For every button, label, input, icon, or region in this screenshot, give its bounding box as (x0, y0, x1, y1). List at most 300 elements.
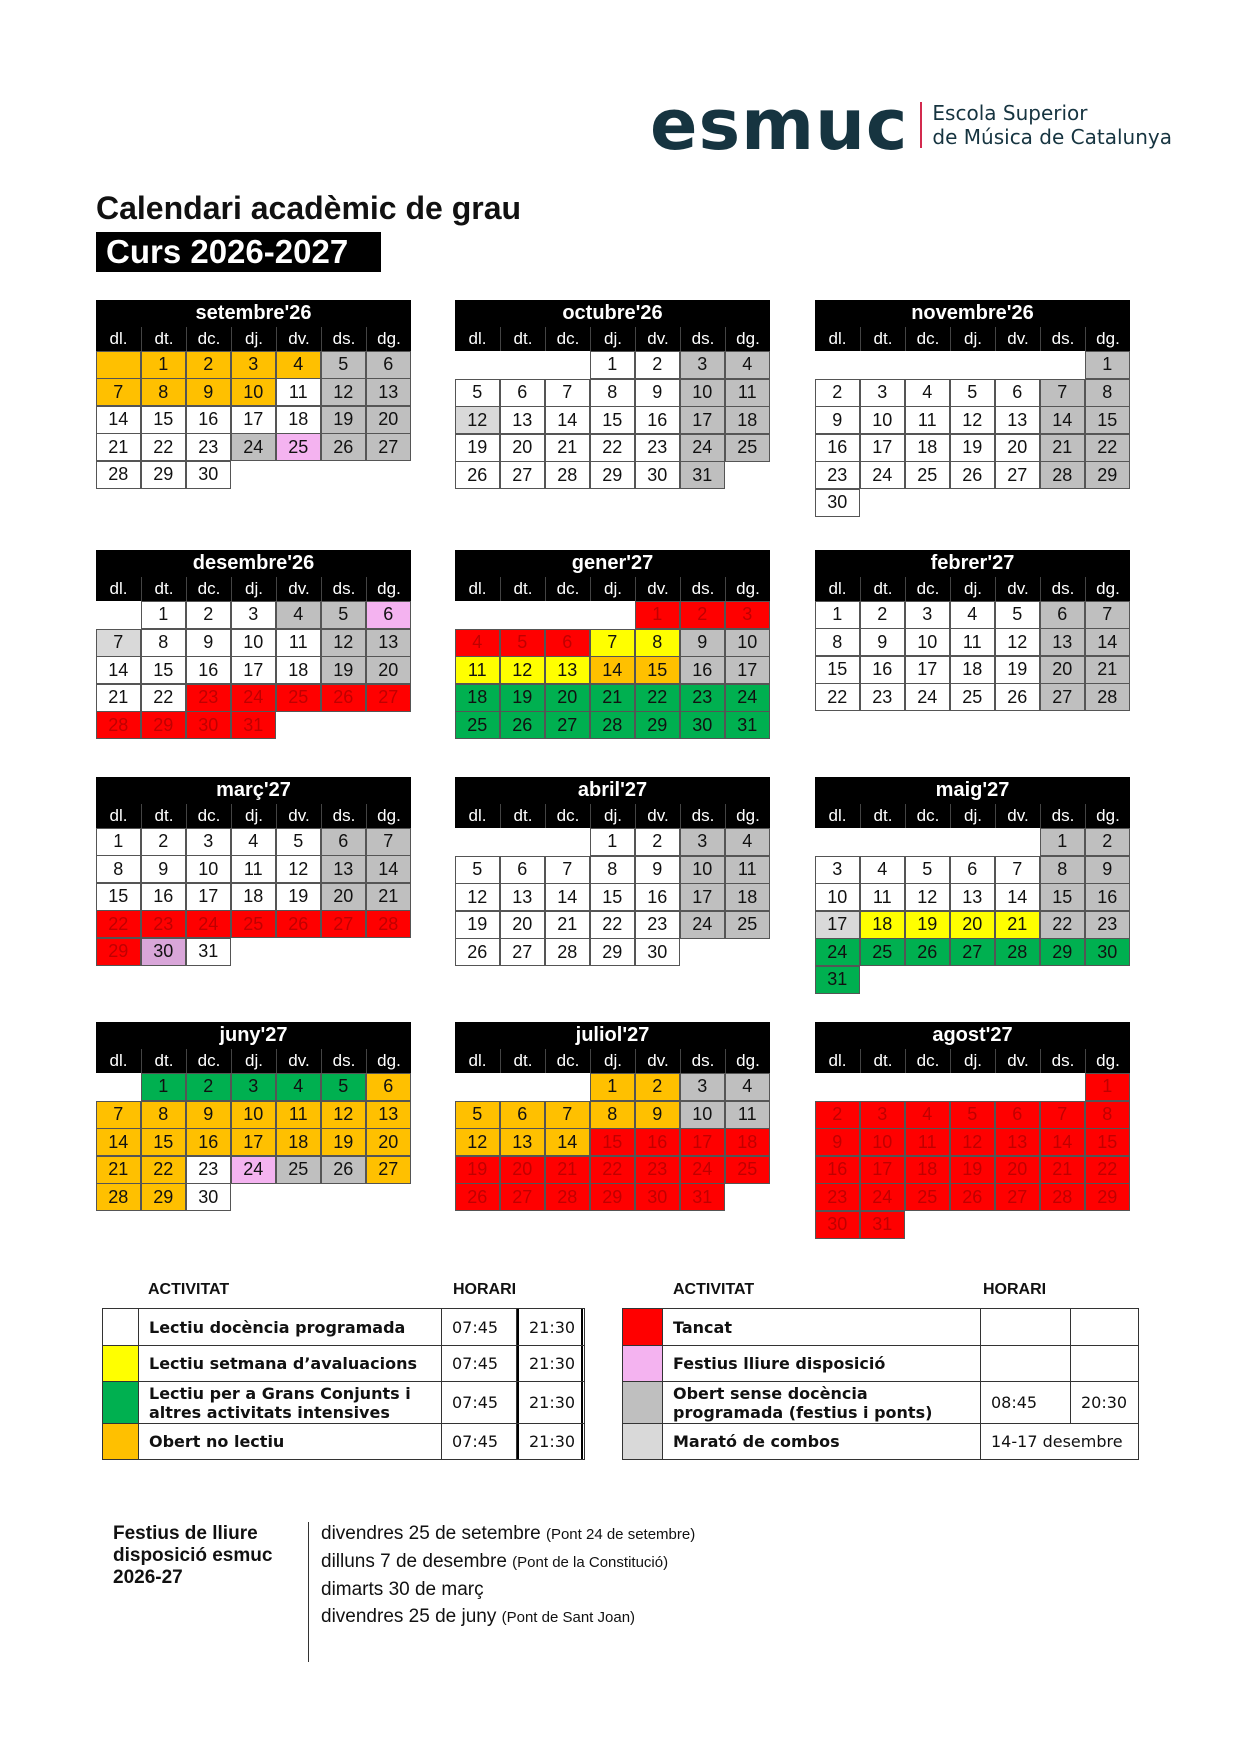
day-cell: 24 (231, 684, 277, 712)
weekday-label: dj. (231, 327, 276, 351)
legend-time-from: 07:45 (442, 1346, 517, 1381)
month-day-grid (96, 1073, 411, 1211)
day-cell: 30 (635, 938, 681, 966)
day-cell: 6 (500, 1101, 546, 1129)
day-cell: 30 (186, 461, 232, 489)
day-cell: 22 (590, 1156, 636, 1184)
weekday-label: dj. (950, 327, 995, 351)
day-cell: 6 (500, 379, 546, 407)
festius-label: Festius de lliure disposició esmuc 2026-27 (113, 1523, 273, 1588)
weekday-label: dj. (590, 577, 635, 601)
day-cell: 31 (860, 1211, 906, 1239)
day-cell: 23 (860, 683, 906, 711)
day-cell: 24 (186, 910, 232, 938)
day-cell: 26 (905, 938, 951, 966)
day-cell: 25 (276, 1156, 322, 1184)
weekday-label: dg. (725, 327, 770, 351)
day-cell: 7 (96, 629, 142, 657)
festiu-item (321, 1548, 695, 1576)
legend-time-from: 07:45 (442, 1309, 517, 1345)
day-cell: 26 (455, 1183, 501, 1211)
day-cell: 25 (950, 683, 996, 711)
empty-day-cell (1040, 1073, 1085, 1101)
day-cell: 5 (276, 828, 322, 856)
day-cell: 24 (860, 461, 906, 489)
legend-activity-label: Festius lliure disposició (663, 1346, 981, 1381)
day-cell: 1 (141, 601, 187, 629)
weekday-header-row (455, 1049, 770, 1073)
weekday-label: dg. (366, 804, 411, 828)
day-cell: 21 (96, 684, 142, 712)
day-cell: 11 (276, 378, 322, 406)
day-cell: 2 (1085, 828, 1131, 856)
day-cell: 18 (725, 883, 771, 911)
weekday-label: dl. (109, 579, 128, 598)
day-cell: 3 (680, 351, 726, 379)
month-title: abril'27 (455, 777, 770, 804)
day-cell: 12 (950, 1128, 996, 1156)
legend-right-table (622, 1308, 1139, 1460)
day-cell: 23 (815, 461, 861, 489)
weekday-label: dv. (276, 327, 321, 351)
empty-day-cell (860, 828, 905, 856)
day-cell: 6 (950, 856, 996, 884)
day-cell: 25 (725, 434, 771, 462)
day-cell: 1 (141, 351, 187, 379)
day-cell: 21 (366, 883, 412, 911)
weekday-label: dg. (1085, 577, 1130, 601)
day-cell: 14 (545, 883, 591, 911)
day-cell: 22 (1085, 434, 1131, 462)
day-cell: 29 (141, 461, 187, 489)
day-cell: 27 (366, 433, 412, 461)
day-cell: 22 (141, 1156, 187, 1184)
empty-day-cell (455, 601, 500, 629)
day-cell: 27 (500, 938, 546, 966)
day-cell: 14 (96, 656, 142, 684)
weekday-label: ds. (321, 577, 366, 601)
month-day-grid (815, 1073, 1130, 1239)
day-cell: 1 (635, 601, 681, 629)
day-cell: 14 (366, 855, 412, 883)
day-cell: 2 (815, 1101, 861, 1129)
legend-right-horari-header: HORARI (983, 1281, 1047, 1298)
day-cell: 13 (366, 1101, 412, 1129)
weekday-label: dc. (545, 577, 590, 601)
day-cell: 28 (1040, 1183, 1086, 1211)
day-cell: 10 (680, 379, 726, 407)
weekday-header-row (455, 327, 770, 351)
day-cell: 1 (1085, 351, 1131, 379)
day-cell: 2 (186, 601, 232, 629)
empty-day-cell (995, 1073, 1040, 1101)
month-day-grid (815, 828, 1130, 994)
weekday-label: dt. (141, 804, 186, 828)
month-day-grid (455, 828, 770, 966)
month-calendar (815, 777, 1130, 994)
day-cell: 28 (545, 1183, 591, 1211)
day-cell: 13 (995, 406, 1041, 434)
day-cell: 2 (186, 1073, 232, 1101)
empty-day-cell (96, 351, 142, 379)
day-cell: 26 (500, 711, 546, 739)
festius-list (321, 1520, 695, 1631)
weekday-header-row (96, 577, 411, 601)
day-cell: 28 (96, 461, 142, 489)
day-cell: 21 (545, 911, 591, 939)
day-cell: 8 (590, 1101, 636, 1129)
month-day-grid (96, 828, 411, 966)
weekday-label: dt. (860, 1049, 905, 1073)
weekday-label: ds. (680, 804, 725, 828)
day-cell: 5 (905, 856, 951, 884)
day-cell: 2 (635, 828, 681, 856)
day-cell: 1 (590, 1073, 636, 1101)
day-cell: 27 (366, 684, 412, 712)
day-cell: 4 (725, 828, 771, 856)
day-cell: 9 (815, 1128, 861, 1156)
day-cell: 27 (995, 461, 1041, 489)
legend-activity-label: Lectiu setmana d’avaluacions (139, 1346, 442, 1381)
day-cell: 19 (276, 883, 322, 911)
logo-divider (920, 102, 922, 148)
legend-time-to: 21:30 (517, 1346, 583, 1381)
day-cell: 3 (860, 1101, 906, 1129)
weekday-label: dj. (950, 804, 995, 828)
day-cell: 14 (590, 656, 636, 684)
logo-subtitle (932, 101, 1172, 149)
festiu-date: divendres 25 de setembre (321, 1523, 541, 1544)
day-cell: 5 (455, 1101, 501, 1129)
month-day-grid (455, 351, 770, 489)
weekday-label: dl. (828, 579, 847, 598)
weekday-label: dc. (905, 804, 950, 828)
weekday-label: ds. (1040, 327, 1085, 351)
weekday-label: dt. (141, 327, 186, 351)
day-cell: 10 (725, 629, 771, 657)
weekday-label: ds. (1040, 804, 1085, 828)
esmuc-logo (650, 84, 1172, 166)
day-cell: 9 (1085, 856, 1131, 884)
day-cell: 8 (141, 1101, 187, 1129)
day-cell: 12 (321, 378, 367, 406)
day-cell: 14 (96, 1128, 142, 1156)
day-cell: 17 (231, 406, 277, 434)
weekday-label: dc. (186, 804, 231, 828)
day-cell: 3 (186, 828, 232, 856)
day-cell: 9 (635, 856, 681, 884)
legend-time-from: 07:45 (442, 1424, 517, 1459)
day-cell: 15 (96, 883, 142, 911)
day-cell: 17 (860, 1156, 906, 1184)
day-cell: 19 (321, 406, 367, 434)
day-cell: 12 (455, 1128, 501, 1156)
day-cell: 17 (231, 656, 277, 684)
weekday-label: dl. (109, 806, 128, 825)
day-cell: 23 (1085, 911, 1131, 939)
day-cell: 16 (635, 1128, 681, 1156)
day-cell: 20 (500, 1156, 546, 1184)
day-cell: 24 (680, 434, 726, 462)
day-cell: 19 (500, 684, 546, 712)
day-cell: 16 (186, 406, 232, 434)
day-cell: 4 (950, 601, 996, 629)
day-cell: 17 (860, 434, 906, 462)
legend-swatch (103, 1382, 139, 1423)
legend-row (103, 1309, 584, 1345)
day-cell: 3 (231, 1073, 277, 1101)
day-cell: 21 (1040, 434, 1086, 462)
month-title: setembre'26 (96, 300, 411, 327)
day-cell: 11 (860, 883, 906, 911)
day-cell: 16 (635, 406, 681, 434)
day-cell: 21 (545, 434, 591, 462)
day-cell: 28 (366, 910, 412, 938)
day-cell: 30 (186, 1183, 232, 1211)
day-cell: 11 (455, 656, 501, 684)
day-cell: 26 (321, 1156, 367, 1184)
festiu-item (321, 1603, 695, 1631)
month-title: maig'27 (815, 777, 1130, 804)
legend-time-to (1071, 1309, 1137, 1345)
weekday-header-row (96, 1049, 411, 1073)
day-cell: 10 (231, 629, 277, 657)
weekday-label: dv. (635, 327, 680, 351)
day-cell: 20 (545, 684, 591, 712)
day-cell: 15 (141, 1128, 187, 1156)
day-cell: 14 (1085, 628, 1131, 656)
day-cell: 25 (905, 461, 951, 489)
legend-time-to: 21:30 (517, 1309, 583, 1345)
day-cell: 29 (1085, 1183, 1131, 1211)
day-cell: 6 (366, 1073, 412, 1101)
month-title: juny'27 (96, 1022, 411, 1049)
day-cell: 10 (231, 378, 277, 406)
empty-day-cell (500, 1073, 545, 1101)
weekday-label: dg. (725, 1049, 770, 1073)
day-cell: 24 (725, 684, 771, 712)
day-cell: 8 (635, 629, 681, 657)
empty-day-cell (500, 351, 545, 379)
day-cell: 31 (231, 711, 277, 739)
day-cell: 17 (231, 1128, 277, 1156)
day-cell: 30 (815, 489, 861, 517)
day-cell: 11 (905, 1128, 951, 1156)
day-cell: 18 (455, 684, 501, 712)
weekday-label: dl. (468, 329, 487, 348)
day-cell: 13 (995, 1128, 1041, 1156)
weekday-label: ds. (321, 327, 366, 351)
weekday-header-row (455, 804, 770, 828)
day-cell: 13 (500, 883, 546, 911)
day-cell: 11 (905, 406, 951, 434)
day-cell: 5 (500, 629, 546, 657)
day-cell: 13 (500, 1128, 546, 1156)
legend-time-from (981, 1309, 1071, 1345)
day-cell: 14 (545, 406, 591, 434)
weekday-header-row (96, 804, 411, 828)
empty-day-cell (590, 601, 635, 629)
day-cell: 16 (141, 883, 187, 911)
weekday-label: dv. (276, 804, 321, 828)
weekday-header-row (815, 1049, 1130, 1073)
day-cell: 9 (635, 379, 681, 407)
day-cell: 15 (1085, 406, 1131, 434)
month-calendar (455, 1022, 770, 1211)
day-cell: 26 (950, 461, 996, 489)
month-title: març'27 (96, 777, 411, 804)
day-cell: 6 (1040, 601, 1086, 629)
day-cell: 27 (321, 910, 367, 938)
empty-day-cell (455, 1073, 500, 1101)
day-cell: 3 (231, 351, 277, 379)
day-cell: 7 (96, 378, 142, 406)
weekday-label: dt. (500, 1049, 545, 1073)
day-cell: 17 (905, 656, 951, 684)
day-cell: 5 (321, 351, 367, 379)
weekday-label: dc. (545, 327, 590, 351)
day-cell: 20 (366, 1128, 412, 1156)
day-cell: 10 (680, 1101, 726, 1129)
day-cell: 31 (680, 461, 726, 489)
day-cell: 1 (590, 828, 636, 856)
day-cell: 17 (815, 911, 861, 939)
day-cell: 23 (186, 433, 232, 461)
day-cell: 9 (860, 628, 906, 656)
day-cell: 31 (815, 966, 861, 994)
legend-time-from (981, 1346, 1071, 1381)
day-cell: 7 (995, 856, 1041, 884)
day-cell: 4 (905, 379, 951, 407)
empty-day-cell (500, 601, 545, 629)
page-subtitle: Curs 2026-2027 (96, 232, 381, 272)
empty-day-cell (905, 351, 950, 379)
legend-row (103, 1381, 584, 1423)
weekday-header-row (96, 327, 411, 351)
day-cell: 28 (1040, 461, 1086, 489)
legend-time-to: 20:30 (1081, 1393, 1128, 1412)
festiu-item (321, 1576, 695, 1603)
empty-day-cell (545, 601, 590, 629)
weekday-label: ds. (680, 577, 725, 601)
day-cell: 7 (590, 629, 636, 657)
empty-day-cell (545, 351, 590, 379)
day-cell: 7 (96, 1101, 142, 1129)
day-cell: 14 (1040, 406, 1086, 434)
day-cell: 14 (995, 883, 1041, 911)
month-title: agost'27 (815, 1022, 1130, 1049)
day-cell: 27 (545, 711, 591, 739)
day-cell: 20 (995, 1156, 1041, 1184)
legend-activity-label: Lectiu docència programada (139, 1309, 442, 1345)
month-calendar (455, 550, 770, 739)
weekday-label: dv. (995, 327, 1040, 351)
weekday-label: ds. (1040, 577, 1085, 601)
empty-day-cell (905, 828, 950, 856)
empty-day-cell (905, 1073, 950, 1101)
day-cell: 25 (455, 711, 501, 739)
day-cell: 21 (1085, 656, 1131, 684)
day-cell: 23 (815, 1183, 861, 1211)
weekday-label: dc. (186, 327, 231, 351)
day-cell: 27 (366, 1156, 412, 1184)
day-cell: 25 (231, 910, 277, 938)
day-cell: 22 (141, 684, 187, 712)
day-cell: 3 (680, 828, 726, 856)
legend-time-from: 14-17 desembre (991, 1432, 1123, 1451)
day-cell: 16 (186, 656, 232, 684)
day-cell: 7 (545, 1101, 591, 1129)
day-cell: 15 (590, 883, 636, 911)
day-cell: 7 (1040, 1101, 1086, 1129)
day-cell: 3 (860, 379, 906, 407)
day-cell: 9 (186, 629, 232, 657)
day-cell: 30 (635, 1183, 681, 1211)
day-cell: 1 (1040, 828, 1086, 856)
month-day-grid (455, 1073, 770, 1211)
day-cell: 1 (1085, 1073, 1131, 1101)
day-cell: 26 (455, 461, 501, 489)
day-cell: 18 (231, 883, 277, 911)
day-cell: 22 (1040, 911, 1086, 939)
day-cell: 8 (1085, 1101, 1131, 1129)
weekday-label: dt. (860, 327, 905, 351)
day-cell: 20 (1040, 656, 1086, 684)
empty-day-cell (1040, 351, 1085, 379)
day-cell: 4 (725, 1073, 771, 1101)
weekday-label: dv. (635, 1049, 680, 1073)
logo-line-1: Escola Superior (932, 101, 1088, 125)
day-cell: 5 (321, 601, 367, 629)
weekday-label: dv. (995, 804, 1040, 828)
day-cell: 7 (545, 856, 591, 884)
day-cell: 20 (950, 911, 996, 939)
month-title: desembre'26 (96, 550, 411, 577)
empty-day-cell (545, 828, 590, 856)
day-cell: 4 (905, 1101, 951, 1129)
day-cell: 30 (186, 711, 232, 739)
day-cell: 23 (635, 1156, 681, 1184)
day-cell: 3 (815, 856, 861, 884)
weekday-label: dc. (905, 327, 950, 351)
day-cell: 24 (905, 683, 951, 711)
day-cell: 19 (950, 1156, 996, 1184)
weekday-label: ds. (321, 804, 366, 828)
day-cell: 16 (635, 883, 681, 911)
weekday-label: dj. (950, 1049, 995, 1073)
day-cell: 11 (725, 856, 771, 884)
weekday-label: dj. (590, 1049, 635, 1073)
day-cell: 18 (905, 1156, 951, 1184)
day-cell: 13 (500, 406, 546, 434)
day-cell: 8 (96, 855, 142, 883)
day-cell: 30 (635, 461, 681, 489)
month-title: octubre'26 (455, 300, 770, 327)
day-cell: 5 (455, 379, 501, 407)
day-cell: 3 (680, 1073, 726, 1101)
legend-row (623, 1309, 1138, 1345)
day-cell: 12 (995, 628, 1041, 656)
weekday-label: dj. (590, 804, 635, 828)
day-cell: 25 (725, 1156, 771, 1184)
empty-day-cell (860, 351, 905, 379)
day-cell: 25 (905, 1183, 951, 1211)
day-cell: 22 (815, 683, 861, 711)
day-cell: 27 (500, 1183, 546, 1211)
day-cell: 23 (635, 911, 681, 939)
month-calendar (455, 777, 770, 966)
day-cell: 26 (995, 683, 1041, 711)
